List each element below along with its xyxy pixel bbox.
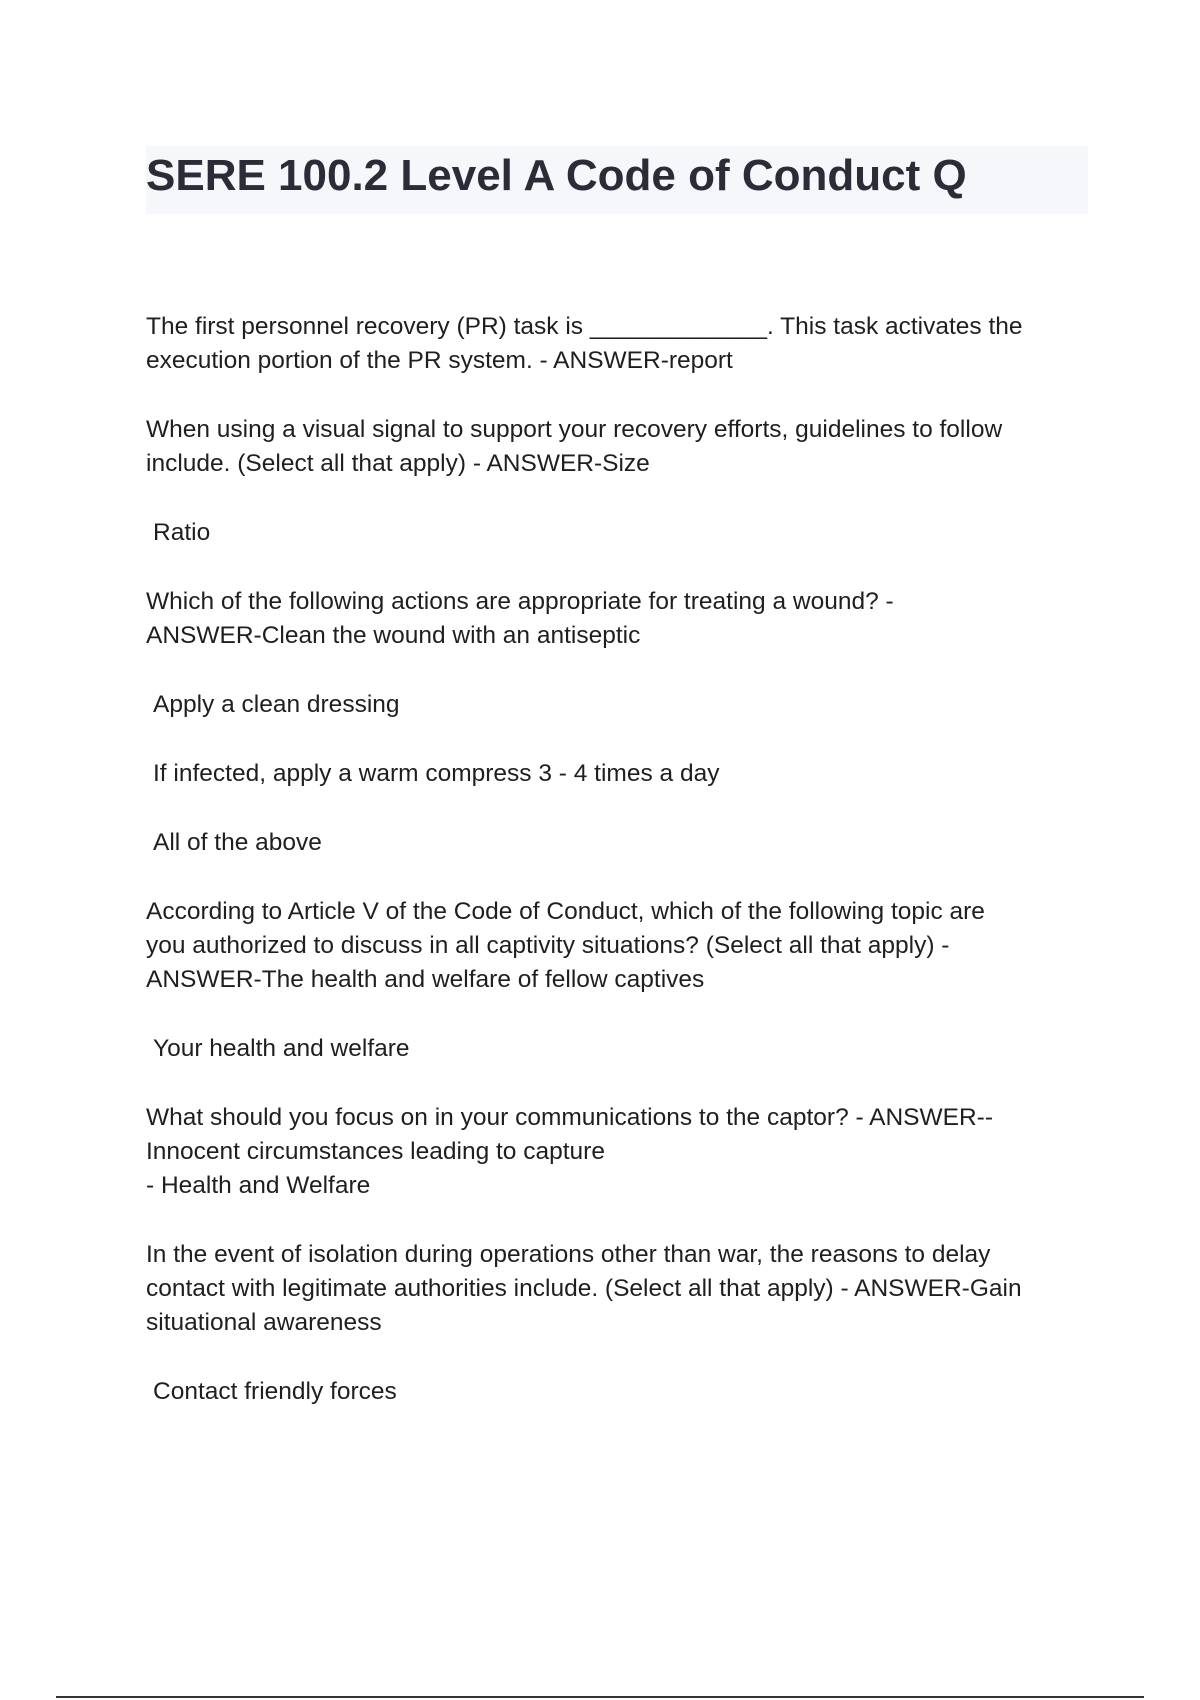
qa-line: In the event of isolation during operations other than war, the reasons to delay [146, 1241, 991, 1268]
document-title: SERE 100.2 Level A Code of Conduct Q [146, 151, 967, 200]
qa-line: ANSWER-The health and welfare of fellow captives [146, 966, 705, 993]
answer-option: All of the above [153, 829, 322, 856]
qa-line: The first personnel recovery (PR) task is _____________. This task activates the [146, 313, 1023, 340]
qa-line: ANSWER-Clean the wound with an antiseptic [146, 622, 641, 649]
qa-line: situational awareness [146, 1309, 382, 1336]
qa-item-visual-signal [146, 413, 1096, 481]
answer-option: If infected, apply a warm compress 3 - 4 times a day [153, 760, 720, 787]
qa-line: execution portion of the PR system. - ANSWER-report [146, 347, 733, 374]
qa-line: Innocent circumstances leading to capture [146, 1138, 605, 1165]
qa-line: you authorized to discuss in all captivity situations? (Select all that apply) - [146, 932, 950, 959]
qa-line: Which of the following actions are appropriate for treating a wound? - [146, 588, 894, 615]
qa-line: According to Article V of the Code of Conduct, which of the following topic are [146, 898, 985, 925]
qa-item-article-v [146, 895, 1096, 997]
qa-line: When using a visual signal to support your recovery efforts, guidelines to follow [146, 416, 1003, 443]
answer-option: Apply a clean dressing [153, 691, 400, 718]
qa-line: - Health and Welfare [146, 1172, 371, 1199]
qa-content [146, 310, 1096, 1444]
answer-option: Ratio [153, 519, 211, 546]
qa-line: include. (Select all that apply) - ANSWER-Size [146, 450, 650, 477]
answer-option: Your health and welfare [153, 1035, 410, 1062]
qa-line: What should you focus on in your communications to the captor? - ANSWER-- [146, 1104, 993, 1131]
qa-item-communications [146, 1101, 1096, 1203]
qa-item-isolation [146, 1238, 1096, 1340]
footer-divider [56, 1696, 1144, 1698]
qa-line: contact with legitimate authorities include. (Select all that apply) - ANSWER-Gain [146, 1275, 1022, 1302]
qa-item-pr-task [146, 310, 1096, 378]
qa-item-wound [146, 585, 1096, 653]
answer-option: Contact friendly forces [153, 1378, 397, 1405]
